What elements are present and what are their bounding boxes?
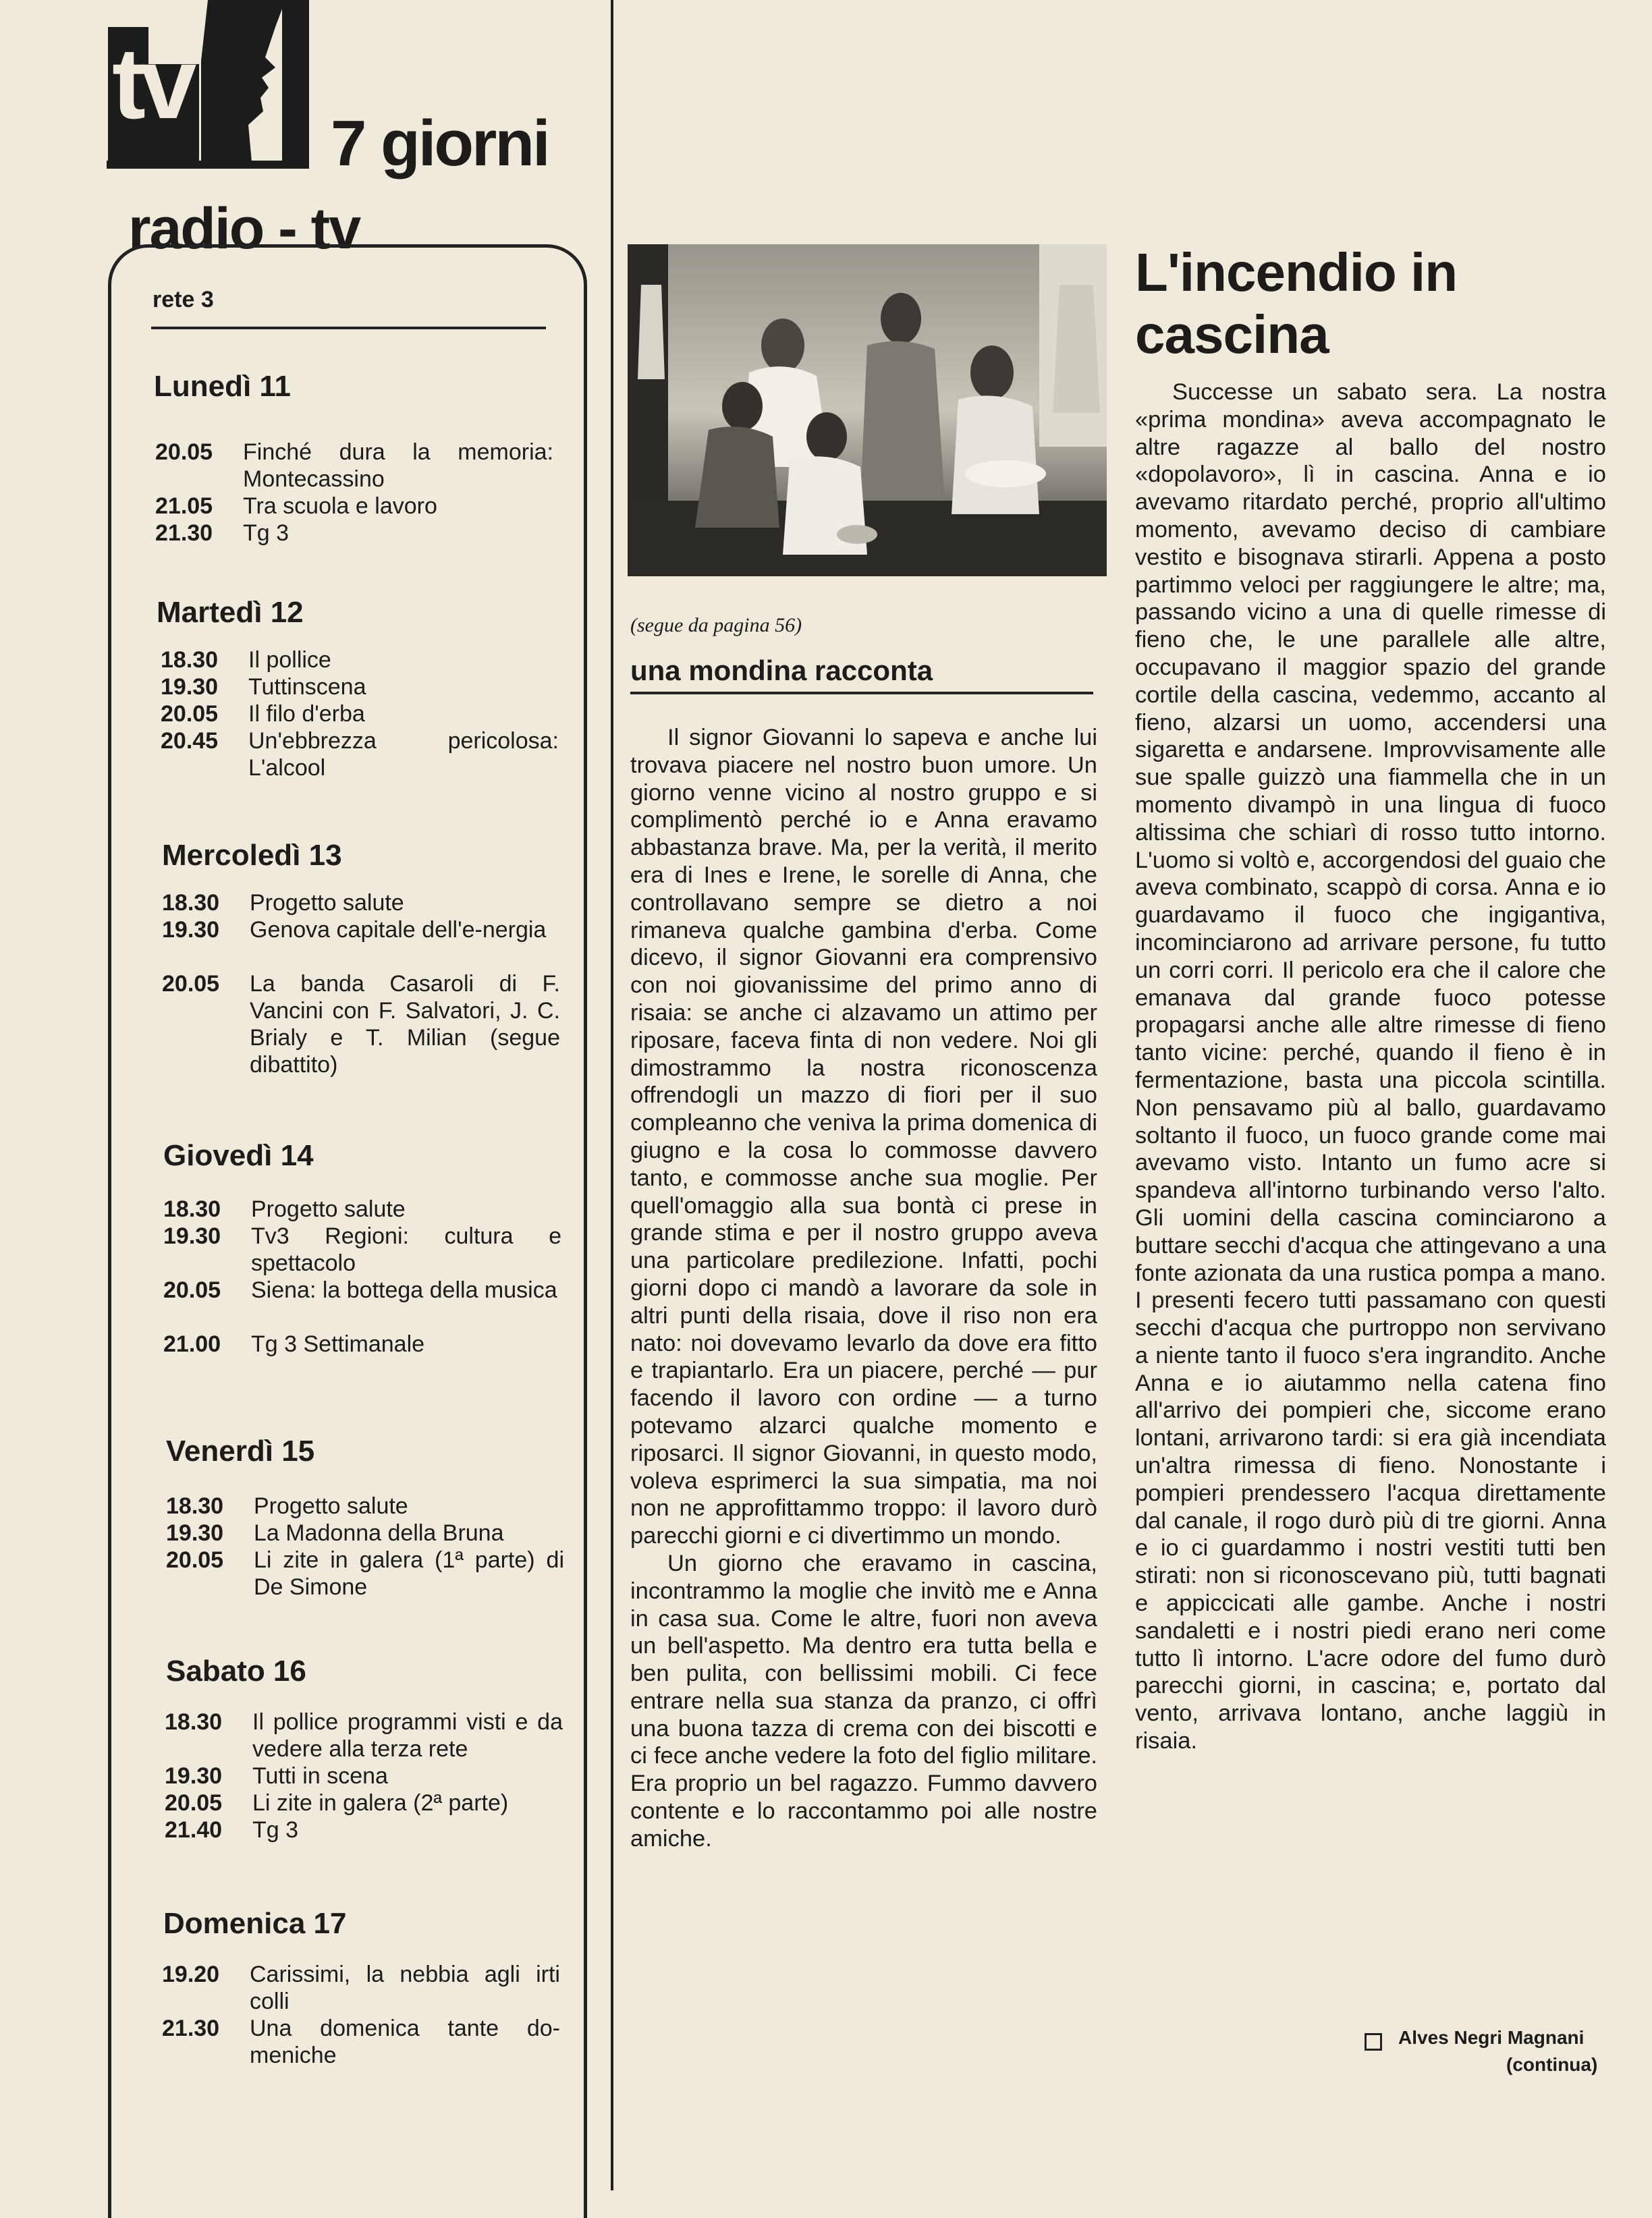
program-time: 21.05 [155,493,213,519]
day-heading: Martedì 12 [157,596,304,629]
continued-from-note: (segue da pagina 56) [630,614,802,636]
program-time: 19.30 [165,1763,223,1789]
program-title: Progetto salute [251,1196,406,1222]
program-time: 21.00 [163,1331,221,1357]
masthead-title-7-giorni: 7 giorni [331,107,549,179]
day-heading: Domenica 17 [163,1907,347,1940]
program-title: Progetto salute [250,890,404,916]
program-title: Carissimi, la nebbia agli irti colli [250,1962,560,2014]
program-time: 18.30 [163,1196,221,1222]
program-time: 21.30 [155,520,213,546]
masthead-title-radio-tv: radio - tv [128,196,360,261]
section-title: una mondina racconta [630,655,933,686]
continued-label: (continua) [1506,2054,1598,2075]
program-time: 20.05 [155,439,213,465]
program-title: Il filo d'erba [248,701,365,727]
day-heading: Mercoledì 13 [162,839,342,872]
program-time: 21.30 [162,2016,220,2041]
program-title: Li zite in galera (1ª parte) di De Simone [254,1547,564,1600]
program-title: Una domenica tante do-meniche [250,2016,560,2068]
photo-mondine-group [628,244,1107,576]
program-time: 19.30 [163,1223,221,1249]
program-title: Tutti in scena [252,1763,388,1789]
program-title: Siena: la bottega della musica [251,1277,557,1303]
channel-rule [151,327,546,329]
logo-text: tv [112,26,192,140]
article-paragraph: Il signor Giovanni lo sapeva e anche lui trovava piacere nel nostro buon umore. Un giorno venne vicino al nostro gruppo e si complimentò perché io e Anna eravamo abbastanza brave. Ma, per la verità, il merito era di Ines e Irene, le sorelle di Anna, che controllavano sempre se dietro a noi rimaneva qualche gambina d'erba. Come dicevo, il signor Giovanni era comprensivo con noi giovanissime del primo anno di risaia: se anche ci alzavamo un attimo per riposare, faceva finta di non vedere. Noi gli dimostrammo la nostra riconoscenza offrendogli un mazzo di fiori per il suo compleanno che veniva la prima domenica di giugno e la cosa lo commosse davvero tanto, e commosse anche sua moglie. Per quell'omaggio alla sua bontà ci prese in grande stima e per il nostro gruppo aveva una particolare predilezione. Infatti, pochi giorni dopo ci mandò a lavorare da sole in altri punti della risaia, dove il riso non era nato: noi dovevamo levarlo da dove era fitto e trapiantarlo. Era un piacere, perché — pur facendo il lavoro con ordine — a turno potevamo alzarci qualche momento e riposarci. Il signor Giovanni, in questo modo, voleva esprimerci la sua simpatia, ma noi non ne approfittammo troppo: il lavoro durò parecchi giorni e ci divertimmo un mondo. [630,725,1097,1549]
program-time: 18.30 [162,890,220,916]
program-title: Tg 3 [252,1817,299,1843]
article-paragraph: Successe un sabato sera. La nostra «prima mondina» aveva accompagnato le altre ragazze al ballo del nostro «dopolavoro», lì in cascina. Anna e io avevamo ritardato perché, proprio all'ultimo momento, avevamo deciso di cambiare vestito e bisognava stirarli. Appena a posto partimmo veloci per raggiungere le altre; ma, passando vicino a una di quelle rimesse di fieno che, le une parallele alle altre, occupavano il maggior spazio del grande cortile della cascina, vedemmo, accanto al fieno, alzarsi un uomo, accendersi una sigaretta e andarsene. Improvvisamente alle sue spalle guizzò una fiammella che in un momento divampò in una lingua di fuoco altissima che schiarì di rosso tutto intorno. L'uomo si voltò e, accorgendosi del guaio che aveva combinato, scappò di corsa. Anna e io guardavamo il fuoco che ingigantiva, incominciarono ad arrivare persone, fu tutto un corri corri. Il pericolo era che il calore che emanava dal grande fuoco potesse propagarsi anche alle altre rimesse di fieno tanto vicine: perché, quando il fieno è in fermentazione, basta una piccola scintilla. Non pensavamo più al ballo, guardavamo soltanto il fuoco, un fuoco grande come mai avevamo visto. Intanto un fumo acre si spandeva all'intorno turbinando verso l'alto. Gli uomini della cascina cominciarono a buttare secchi d'acqua che attingevano a una fonte azionata da una rustica pompa a mano. I presenti fecero tutti passamano con questi secchi d'acqua che purtroppo non servivano a niente tanto il fuoco s'era ingrandito. Anche Anna e io aiutammo nella catena fino all'arrivo dei pompieri che, siccome erano lontani, arrivarono tardi: si era già incendiata un'altra rimessa di fieno. Nonostante i pompieri prendessero l'acqua direttamente dal canale, il rogo durò più di tre giorni. Anna e io ci guardammo i nostri vestiti tutti ben stirati: non si riconoscevano più, tutti bagnati e appiccicati alle gambe. Anche i nostri sandaletti e i nostri piedi erano neri come tutto lì intorno. L'acre odore del fumo durò parecchi giorni, in cascina; e, portato dal vento, arrivava lontano, anche laggiù in risaia. [1135,379,1606,1754]
program-title: Tg 3 Settimanale [251,1331,425,1357]
channel-label: rete 3 [153,287,214,312]
day-heading: Venerdì 15 [166,1435,315,1468]
section-title-rule [630,692,1093,694]
program-time: 20.05 [165,1790,223,1816]
column-divider [611,0,613,2190]
author-signature: Alves Negri Magnani [1398,2027,1585,2048]
program-title: Finché dura la memoria: Montecassino [243,439,553,492]
day-heading: Sabato 16 [166,1655,306,1688]
program-time: 21.40 [165,1817,223,1843]
program-title: La banda Casaroli di F. Vancini con F. Salvatori, J. C. Brialy e T. Milian (segue dibattito) [250,971,560,1078]
program-title: Tuttinscena [248,674,366,700]
program-title: La Madonna della Bruna [254,1520,504,1546]
program-time: 18.30 [161,647,219,673]
program-title: Tv3 Regioni: cultura e spettacolo [251,1223,561,1276]
article-paragraph: Un giorno che eravamo in cascina, incontrammo la moglie che invitò me e Anna in casa sua. Come le altre, fuori non aveva un bell'aspetto. Ma dentro era tutta bella e ben pulita, con bellissimi mobili. Ci fece entrare nella sua stanza da pranzo, ci offrì una buona tazza di crema con dei biscotti e ci fece anche vedere la foto del figlio militare. Era proprio un bel ragazzo. Fummo davvero contente e lo raccontammo poi alle nostre amiche. [630,1550,1097,1852]
program-title: Tra scuola e lavoro [243,493,437,519]
article-headline: L'incendio in cascina [1135,242,1458,364]
program-title: Il pollice programmi visti e da vedere alla terza rete [252,1709,563,1762]
program-time: 20.05 [166,1547,224,1573]
program-time: 20.05 [162,971,220,997]
program-title: Genova capitale dell'e-nergia [250,917,547,943]
program-time: 19.30 [161,674,219,700]
program-title: Tg 3 [243,520,290,546]
program-time: 20.05 [163,1277,221,1303]
article-column-left [630,724,1097,1853]
program-title: Li zite in galera (2ª parte) [252,1790,509,1816]
tv-logo [107,0,309,169]
program-time: 19.30 [166,1520,224,1546]
program-time: 19.30 [162,917,220,943]
program-time: 20.45 [161,728,219,754]
program-title: Un'ebbrezza pericolosa: L'alcool [248,728,559,781]
day-heading: Lunedì 11 [154,370,291,403]
article-column-right [1135,379,1606,1755]
program-time: 18.30 [166,1493,224,1519]
day-heading: Giovedì 14 [163,1139,314,1172]
program-time: 19.20 [162,1962,220,1987]
program-title: Progetto salute [254,1493,408,1519]
program-title: Il pollice [248,647,331,673]
program-time: 18.30 [165,1709,223,1735]
program-time: 20.05 [161,701,219,727]
signature-box-icon [1365,2033,1382,2051]
